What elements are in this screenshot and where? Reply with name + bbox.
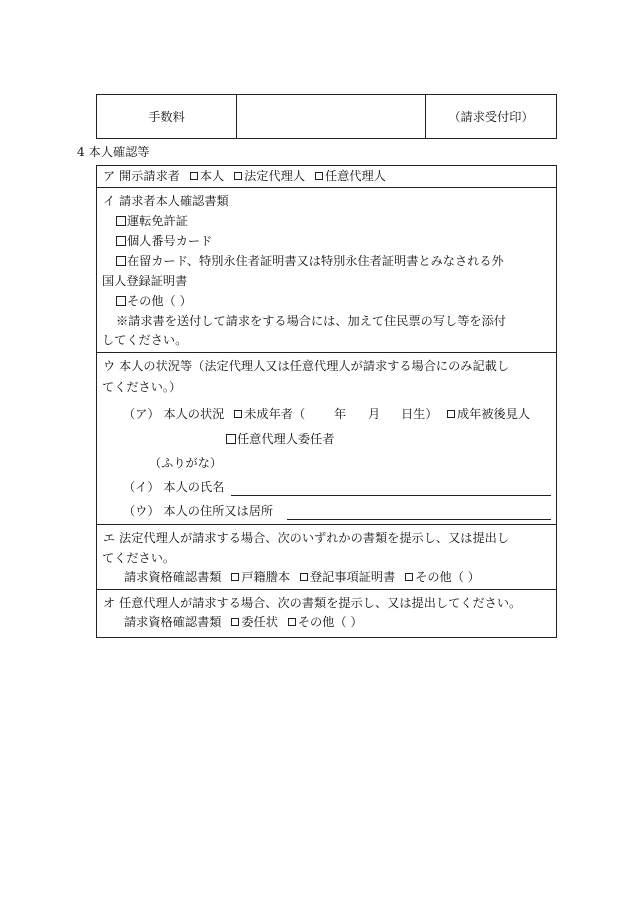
checkbox-registry-cert[interactable] xyxy=(300,573,308,581)
ward-row xyxy=(447,406,530,422)
checkbox-power-of-attorney[interactable] xyxy=(231,618,239,626)
identity-verification-table xyxy=(96,165,557,638)
principal-status-label: （ア） 本人の状況 xyxy=(123,407,225,421)
birth-day-label: 日生） xyxy=(401,407,438,421)
option-voluntary-agent: 任意代理人 xyxy=(324,169,386,183)
principal-status-row xyxy=(123,406,305,422)
voluntary-agent-docs-row xyxy=(124,614,363,630)
checkbox-mynumber[interactable] xyxy=(116,236,126,246)
option-ward: 成年被後見人 xyxy=(457,407,531,421)
row-divider-3 xyxy=(97,524,556,525)
id-doc-residence-cont: 国人登録証明書 xyxy=(102,274,188,288)
furigana-label: （ふりがな） xyxy=(149,456,223,470)
receipt-stamp-label: （請求受付印） xyxy=(448,110,534,124)
address-input-line[interactable] xyxy=(287,519,551,520)
principal-row xyxy=(226,431,335,447)
option-minor: 未成年者（ xyxy=(244,407,306,421)
option-voluntary-other: その他（ ） xyxy=(297,615,363,629)
id-docs-label: イ 請求者本人確認書類 xyxy=(103,194,229,208)
checkbox-residence-card[interactable] xyxy=(116,256,126,266)
checkbox-legal-other[interactable] xyxy=(405,573,413,581)
row-divider-4 xyxy=(97,589,556,590)
checkbox-legal-agent[interactable] xyxy=(234,172,242,180)
fee-label: 手数料 xyxy=(148,110,185,124)
checkbox-principal[interactable] xyxy=(226,434,236,444)
id-doc-license: 運転免許証 xyxy=(127,214,188,228)
voluntary-agent-docs-label: 請求資格確認書類 xyxy=(124,615,222,629)
option-self: 本人 xyxy=(199,169,225,183)
legal-agent-docs-label: 請求資格確認書類 xyxy=(124,570,222,584)
id-doc-license-row xyxy=(116,213,188,229)
checkbox-id-other[interactable] xyxy=(116,296,126,306)
id-doc-other-row xyxy=(116,293,192,309)
option-principal: 任意代理人委任者 xyxy=(237,432,335,446)
option-family-register: 戸籍謄本 xyxy=(241,570,291,584)
legal-agent-docs-line1: エ 法定代理人が請求する場合、次のいずれかの書類を提示し、又は提出し xyxy=(103,531,510,545)
birth-month-label: 月 xyxy=(368,407,381,421)
option-power-of-attorney: 委任状 xyxy=(241,615,278,629)
option-registry-cert: 登記事項証明書 xyxy=(310,570,396,584)
name-label: （イ） 本人の氏名 xyxy=(123,480,225,494)
name-input-line[interactable] xyxy=(231,495,551,496)
checkbox-license[interactable] xyxy=(116,216,126,226)
id-docs-note-2: してください。 xyxy=(102,333,188,347)
row-divider-2 xyxy=(97,352,556,353)
birth-year-label: 年 xyxy=(334,407,347,421)
option-legal-other: その他（ ） xyxy=(415,570,480,584)
requester-row xyxy=(103,168,386,184)
fee-table xyxy=(96,94,557,139)
id-doc-mynumber-row xyxy=(116,233,212,249)
principal-status-line1: ウ 本人の状況等（法定代理人又は任意代理人が請求する場合にのみ記載し xyxy=(103,359,510,373)
row-divider-1 xyxy=(97,187,556,188)
checkbox-ward[interactable] xyxy=(447,410,455,418)
address-label: （ウ） 本人の住所又は居所 xyxy=(123,504,274,518)
receipt-stamp-cell xyxy=(426,95,556,138)
fee-value-cell[interactable] xyxy=(237,95,425,138)
id-doc-other: その他（ ） xyxy=(127,294,192,308)
checkbox-minor[interactable] xyxy=(234,410,242,418)
id-doc-mynumber: 個人番号カード xyxy=(127,234,213,248)
id-doc-residence-row xyxy=(116,253,504,269)
voluntary-agent-docs-line1: オ 任意代理人が請求する場合、次の書類を提示し、又は提出してください。 xyxy=(103,596,522,610)
checkbox-voluntary-agent[interactable] xyxy=(315,172,323,180)
checkbox-self[interactable] xyxy=(190,172,198,180)
principal-status-line2: てください。） xyxy=(102,380,182,394)
id-doc-residence: 在留カード、特別永住者証明書又は特別永住者証明書とみなされる外 xyxy=(127,254,504,268)
legal-agent-docs-row xyxy=(124,569,480,585)
option-legal-agent: 法定代理人 xyxy=(244,169,306,183)
checkbox-family-register[interactable] xyxy=(231,573,239,581)
requester-label: ア 開示請求者 xyxy=(103,169,180,183)
id-docs-note-1: ※請求書を送付して請求をする場合には、加えて住民票の写し等を添付 xyxy=(116,314,506,328)
section-heading: 4 本人確認等 xyxy=(77,145,150,159)
legal-agent-docs-line2: てください。 xyxy=(102,551,176,565)
fee-label-cell xyxy=(97,95,236,138)
checkbox-voluntary-other[interactable] xyxy=(288,618,296,626)
